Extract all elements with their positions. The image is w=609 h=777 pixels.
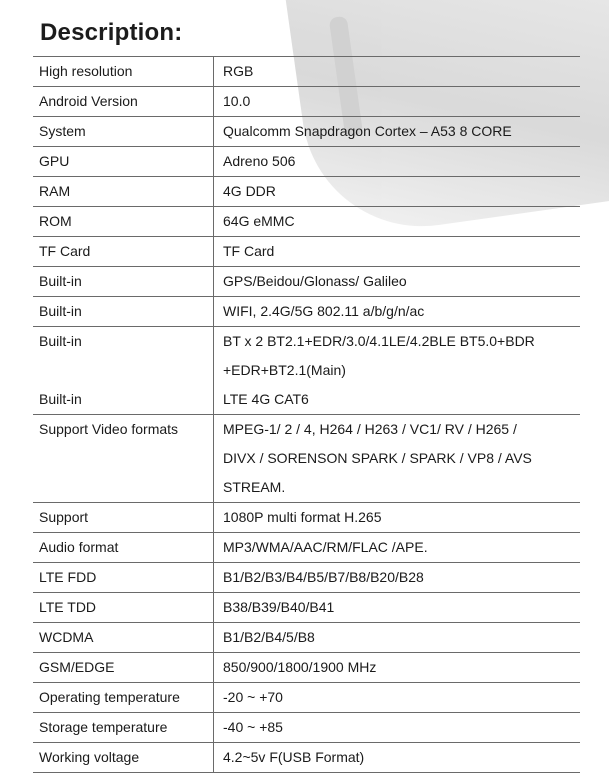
spec-value: MP3/WMA/AAC/RM/FLAC /APE. <box>214 533 581 563</box>
spec-key: Android Version <box>33 87 214 117</box>
spec-value-line: DIVX / SORENSON SPARK / SPARK / VP8 / AVS <box>223 450 532 466</box>
spec-value: B38/B39/B40/B41 <box>214 593 581 623</box>
table-row <box>33 563 580 593</box>
spec-value: -40 ~ +85 <box>214 713 581 743</box>
spec-value: LTE 4G CAT6 <box>214 385 581 415</box>
spec-key: Built-in <box>33 297 214 327</box>
spec-value: 850/900/1800/1900 MHz <box>214 653 581 683</box>
spec-key: Support <box>33 503 214 533</box>
spec-key <box>33 327 214 386</box>
table-row <box>33 177 580 207</box>
spec-key: Working voltage <box>33 743 214 773</box>
spec-table <box>33 56 580 773</box>
spec-key: Storage temperature <box>33 713 214 743</box>
table-row <box>33 297 580 327</box>
spec-key: LTE TDD <box>33 593 214 623</box>
table-row <box>33 327 580 386</box>
spec-value-line: +EDR+BT2.1(Main) <box>223 362 346 378</box>
page-title: Description: <box>40 19 183 46</box>
spec-value: -20 ~ +70 <box>214 683 581 713</box>
table-row <box>33 57 580 87</box>
spec-value: B1/B2/B4/5/B8 <box>214 623 581 653</box>
table-row <box>33 267 580 297</box>
table-row <box>33 237 580 267</box>
spec-key: High resolution <box>33 57 214 87</box>
spec-value: 64G eMMC <box>214 207 581 237</box>
spec-key: ROM <box>33 207 214 237</box>
table-row <box>33 683 580 713</box>
table-row <box>33 147 580 177</box>
spec-value: TF Card <box>214 237 581 267</box>
table-row <box>33 415 580 503</box>
spec-key-text: Built-in <box>39 333 82 349</box>
table-row <box>33 385 580 415</box>
spec-value: Qualcomm Snapdragon Cortex – A53 8 CORE <box>214 117 581 147</box>
spec-value-line: STREAM. <box>223 479 286 495</box>
table-row <box>33 593 580 623</box>
spec-key: Built-in <box>33 267 214 297</box>
spec-value <box>214 327 581 386</box>
spec-key <box>33 415 214 503</box>
spec-key: GSM/EDGE <box>33 653 214 683</box>
spec-key: GPU <box>33 147 214 177</box>
table-row <box>33 207 580 237</box>
table-row <box>33 743 580 773</box>
spec-value: 4G DDR <box>214 177 581 207</box>
spec-key: Operating temperature <box>33 683 214 713</box>
spec-key: RAM <box>33 177 214 207</box>
spec-value: GPS/Beidou/Glonass/ Galileo <box>214 267 581 297</box>
spec-key: Audio format <box>33 533 214 563</box>
spec-key: System <box>33 117 214 147</box>
spec-key-text: Support Video formats <box>39 421 179 437</box>
spec-key: TF Card <box>33 237 214 267</box>
table-row <box>33 623 580 653</box>
spec-value <box>214 415 581 503</box>
spec-value: 10.0 <box>214 87 581 117</box>
table-row <box>33 653 580 683</box>
spec-key: LTE FDD <box>33 563 214 593</box>
spec-value-line: BT x 2 BT2.1+EDR/3.0/4.1LE/4.2BLE BT5.0+BDR <box>223 333 535 349</box>
table-row <box>33 503 580 533</box>
spec-key: WCDMA <box>33 623 214 653</box>
spec-value-line: MPEG-1/ 2 / 4, H264 / H263 / VC1/ RV / H265 / <box>223 421 517 437</box>
spec-value: WIFI, 2.4G/5G 802.11 a/b/g/n/ac <box>214 297 581 327</box>
spec-value: 4.2~5v F(USB Format) <box>214 743 581 773</box>
spec-value: RGB <box>214 57 581 87</box>
spec-value: B1/B2/B3/B4/B5/B7/B8/B20/B28 <box>214 563 581 593</box>
spec-value: 1080P multi format H.265 <box>214 503 581 533</box>
table-row <box>33 533 580 563</box>
table-row <box>33 87 580 117</box>
spec-value: Adreno 506 <box>214 147 581 177</box>
table-row <box>33 117 580 147</box>
table-row <box>33 713 580 743</box>
spec-key: Built-in <box>33 385 214 415</box>
